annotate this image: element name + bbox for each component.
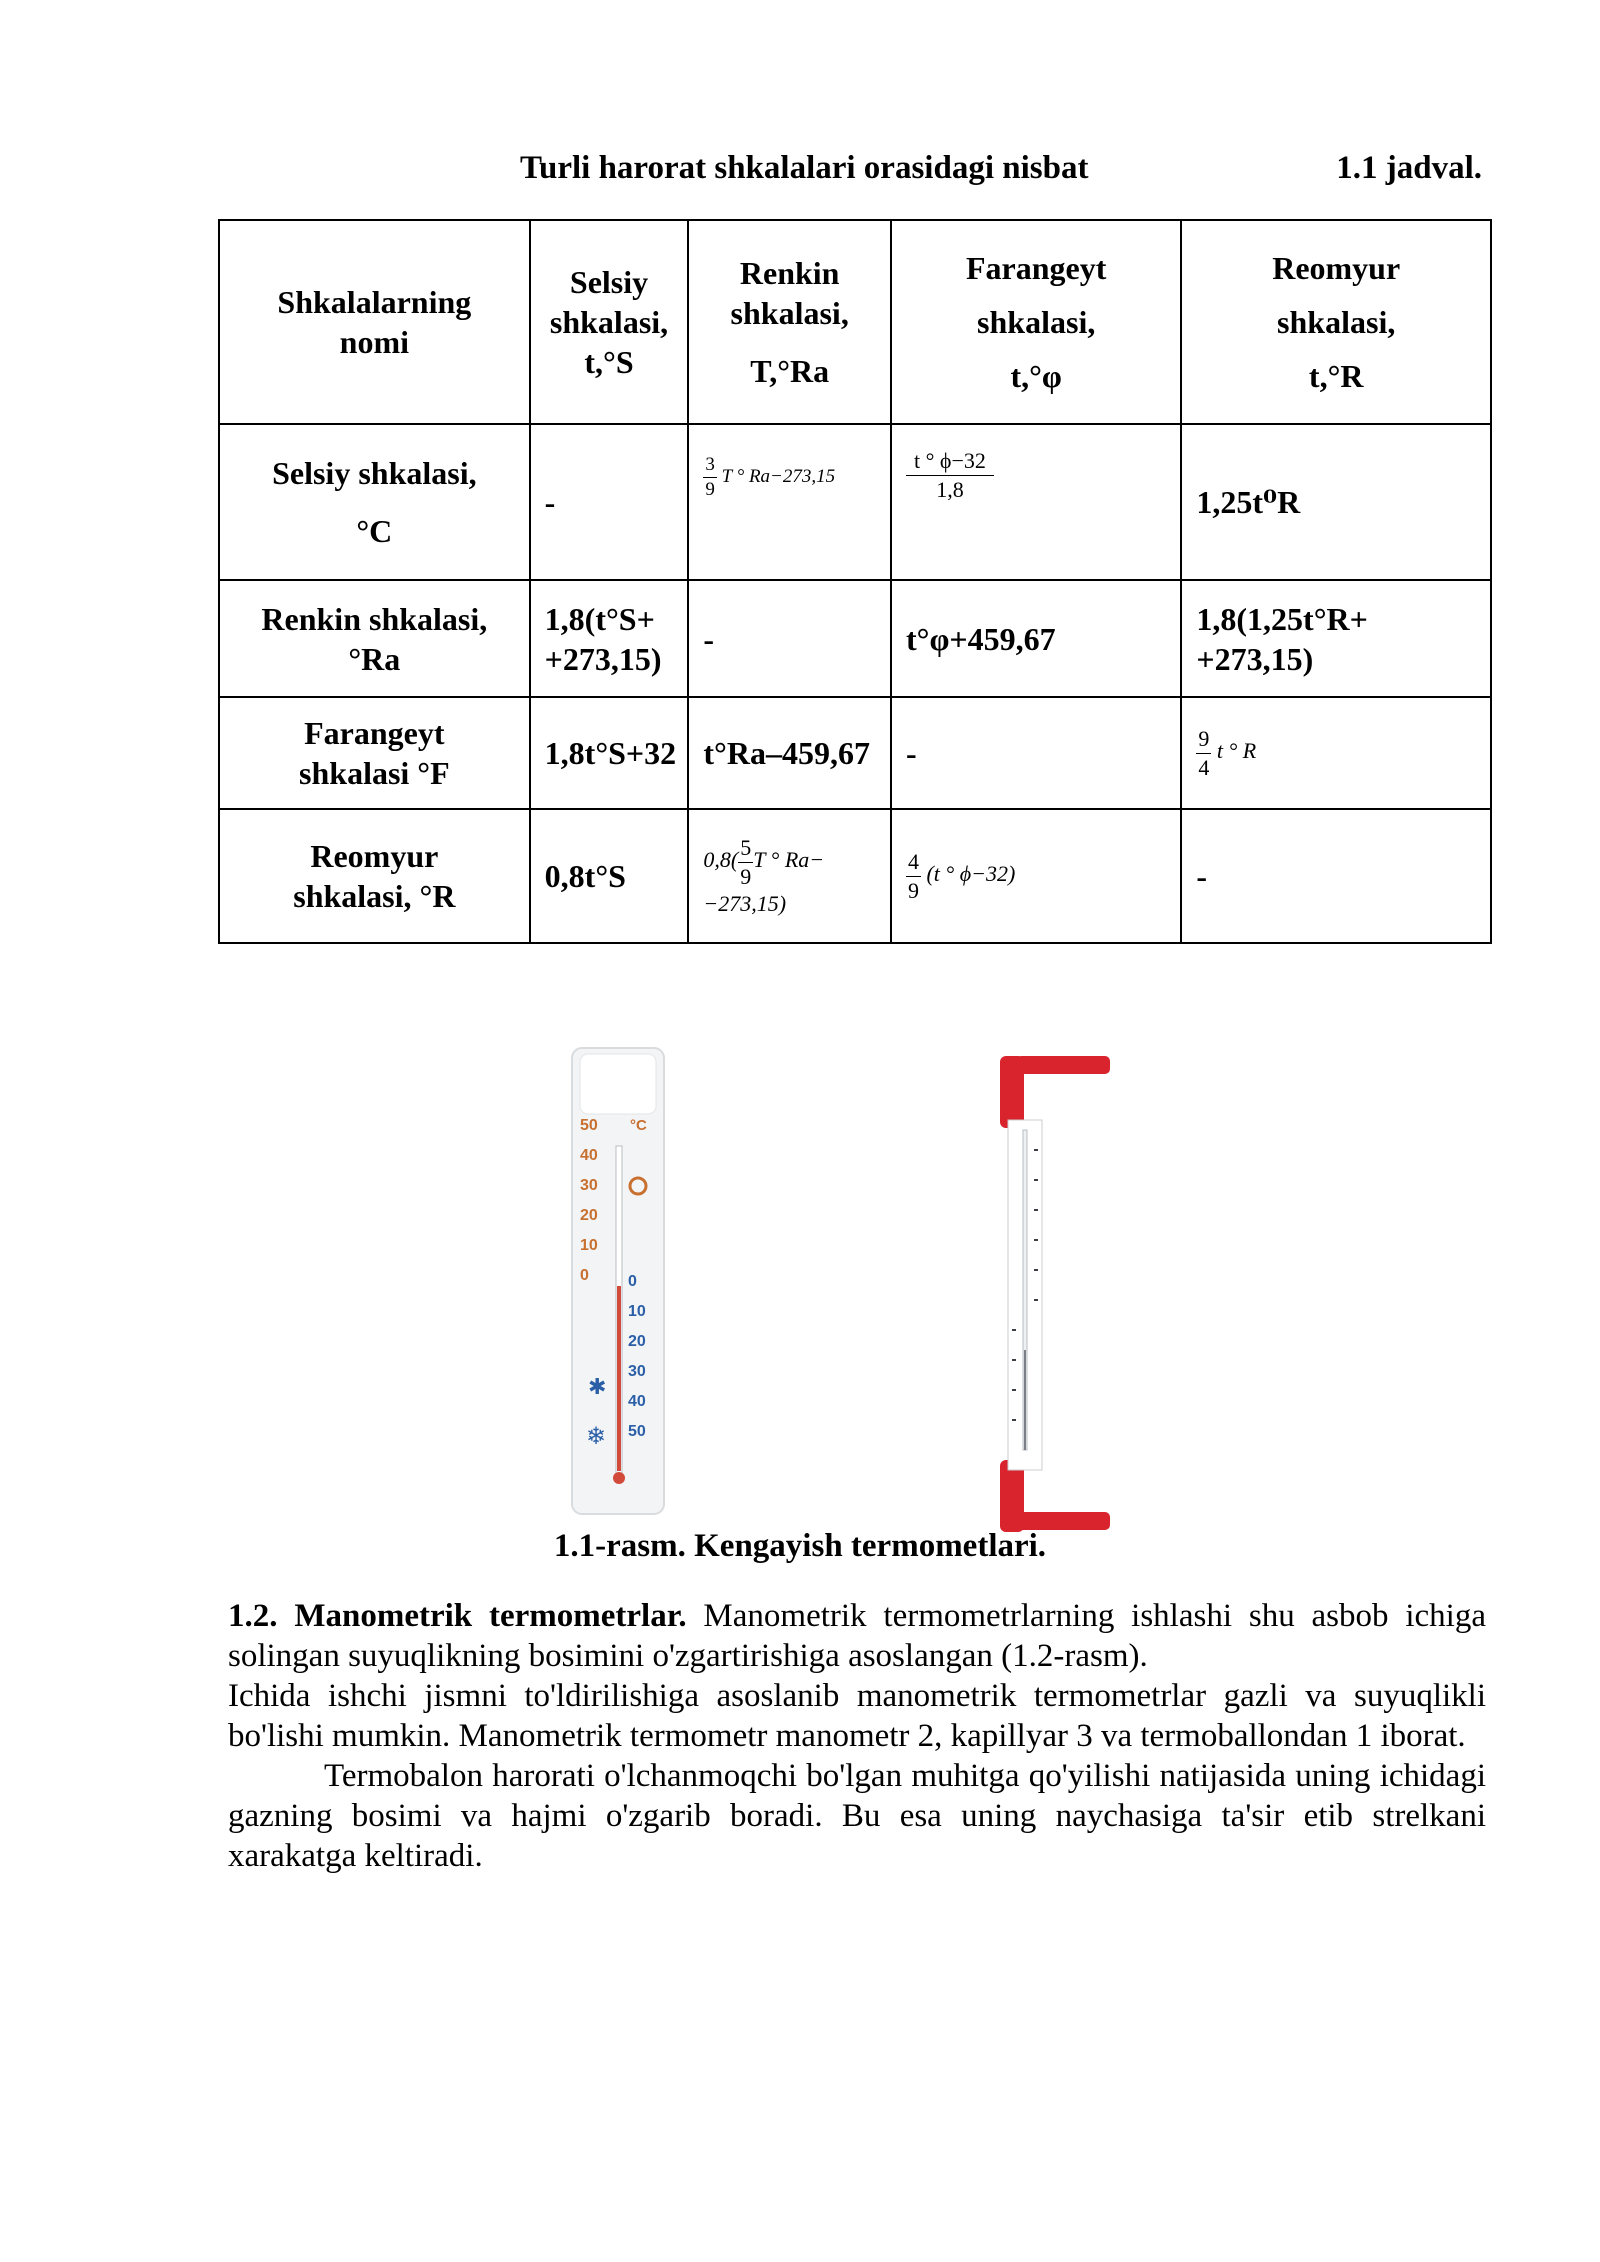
paragraph: Termobalon harorati o'lchanmoqchi bo'lgan muhitga qo'yilishi natijasida uning ichidagi gazning bosimi va hajmi o'zgarib boradi. Bu esa uning naychasiga ta'sir etib strelkani xarakatga keltiradi. xyxy=(228,1758,1486,1874)
row-name-fahrenheit: Farangeyt shkalasi °F xyxy=(219,697,530,809)
table-row xyxy=(219,580,1491,697)
table-title: Turli harorat shkalalari orasidagi nisbat xyxy=(520,150,1089,186)
paragraph: Ichida ishchi jismni to'ldirilishiga asoslanib manometrik termometrlar gazli va suyuqlikli bo'lishi mumkin. Manometrik termometr manometr 2, kapillyar 3 va termoballondan 1 iborat. xyxy=(228,1678,1486,1754)
figure-caption: 1.1-rasm. Kengayish termometlari. xyxy=(553,1528,1047,1564)
formula-cell: $\frac{t ^\circ \phi-32}{1,8}$ xyxy=(891,424,1181,580)
svg-text:20: 20 xyxy=(628,1333,646,1350)
svg-text:50: 50 xyxy=(580,1117,598,1134)
cell: - xyxy=(688,580,891,697)
cell: 0,8t°S xyxy=(530,809,689,943)
svg-text:40: 40 xyxy=(628,1393,646,1410)
snowflake-icon: ✱ xyxy=(588,1374,607,1399)
formula-cell: $\frac{4}{9}$ (t ° ϕ−32) xyxy=(891,809,1181,943)
cell: 1,8t°S+32 xyxy=(530,697,689,809)
svg-text:30: 30 xyxy=(628,1363,646,1380)
cell: 1,8(t°S+ +273,15) xyxy=(530,580,689,697)
svg-text:0: 0 xyxy=(628,1273,637,1290)
section-heading: 1.2. Manometrik termometrlar. xyxy=(228,1598,687,1634)
header-scale-name: Shkalalarning nomi xyxy=(219,220,530,424)
celsius-unit-label: °C xyxy=(630,1117,647,1134)
formula-cell: 0,8( $\frac{5}{9}$ T ° Ra− −273,15) xyxy=(688,809,891,943)
snowflake-large-icon: ❄ xyxy=(586,1424,607,1450)
row-name-reaumur: Reomyur shkalasi, °R xyxy=(219,809,530,943)
cell: 1,8(1,25t°R+ +273,15) xyxy=(1181,580,1491,697)
table-row xyxy=(219,809,1491,943)
table-row xyxy=(219,697,1491,809)
cell: t°φ+459,67 xyxy=(891,580,1181,697)
svg-text:40: 40 xyxy=(580,1147,598,1164)
svg-text:10: 10 xyxy=(580,1237,598,1254)
svg-text:0: 0 xyxy=(580,1267,589,1284)
scales-table xyxy=(218,219,1492,944)
svg-text:50: 50 xyxy=(628,1423,646,1440)
svg-text:10: 10 xyxy=(628,1303,646,1320)
cell: 1,25t⁰R xyxy=(1181,424,1491,580)
cell: - xyxy=(530,424,689,580)
header-fahrenheit: Farangeyt shkalasi, t,°φ xyxy=(891,220,1181,424)
row-name-celsius: Selsiy shkalasi, °C xyxy=(219,424,530,580)
header-reaumur: Reomyur shkalasi, t,°R xyxy=(1181,220,1491,424)
red-thermometer-image xyxy=(1000,1050,1110,1540)
formula-cell: $\frac{9}{4}$ t ° R xyxy=(1181,697,1491,809)
svg-text:30: 30 xyxy=(580,1177,598,1194)
thermometers-figure xyxy=(560,1030,1120,1530)
header-rankine: Renkin shkalasi, T,°Ra xyxy=(688,220,891,424)
header-celsius: Selsiy shkalasi, t,°S xyxy=(530,220,689,424)
cell: - xyxy=(1181,809,1491,943)
table-row xyxy=(219,424,1491,580)
table-header-row xyxy=(219,220,1491,424)
svg-text:20: 20 xyxy=(580,1207,598,1224)
table-number: 1.1 jadval. xyxy=(1336,150,1482,186)
paragraph: 1.2. Manometrik termometrlar. Manometrik termometrlarning ishlashi shu asbob ichiga solingan suyuqlikning bosimini o'zgartirishiga asoslangan (1.2-rasm). xyxy=(228,1598,1487,1674)
white-thermometer-image xyxy=(568,1046,668,1516)
cell: t°Ra–459,67 xyxy=(688,697,891,809)
formula-cell: $\frac{3}{9}$ T ° Ra−273,15 xyxy=(688,424,891,580)
body-text xyxy=(228,1596,1486,1876)
cell: - xyxy=(891,697,1181,809)
row-name-rankine: Renkin shkalasi, °Ra xyxy=(219,580,530,697)
